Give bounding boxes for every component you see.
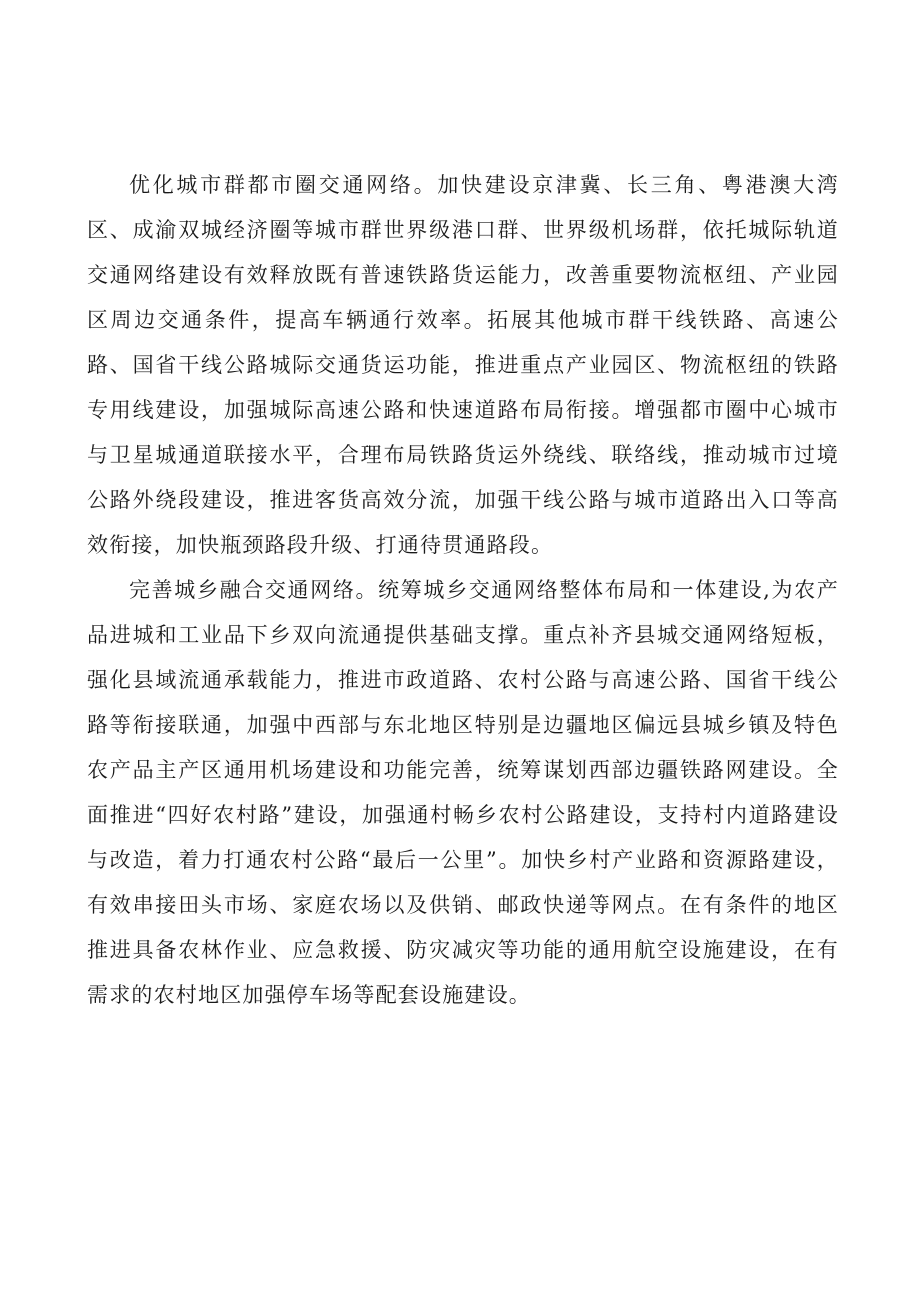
document-body xyxy=(87,163,839,1018)
paragraph-urban-rural-transport: 完善城乡融合交通网络。统筹城乡交通网络整体布局和一体建设,为农产品进城和工业品下乡双向流通提供基础支撑。重点补齐县城交通网络短板，强化县域流通承载能力，推进市政道路、农村公路与高速公路、国省干线公路等衔接联通，加强中西部与东北地区特别是边疆地区偏远县城乡镇及特色农产品主产区通用机场建设和功能完善，统筹谋划西部边疆铁路网建设。全面推进“四好农村路”建设，加强通村畅乡农村公路建设，支持村内道路建设与改造，着力打通农村公路“最后一公里”。加快乡村产业路和资源路建设，有效串接田头市场、家庭农场以及供销、邮政快递等网点。在有条件的地区推进具备农林作业、应急救援、防灾减灾等功能的通用航空设施建设，在有需求的农村地区加强停车场等配套设施建设。 xyxy=(87,578,839,1007)
paragraph-urban-cluster-transport: 优化城市群都市圈交通网络。加快建设京津冀、长三角、粤港澳大湾区、成渝双城经济圈等城市群世界级港口群、世界级机场群，依托城际轨道交通网络建设有效释放既有普速铁路货运能力，改善重要物流枢纽、产业园区周边交通条件，提高车辆通行效率。拓展其他城市群干线铁路、高速公路、国省干线公路城际交通货运功能，推进重点产业园区、物流枢纽的铁路专用线建设，加强城际高速公路和快速道路布局衔接。增强都市圈中心城市与卫星城通道联接水平，合理布局铁路货运外绕线、联络线，推动城市过境公路外绕段建设，推进客货高效分流，加强干线公路与城市道路出入口等高效衔接，加快瓶颈路段升级、打通待贯通路段。 xyxy=(87,173,839,557)
